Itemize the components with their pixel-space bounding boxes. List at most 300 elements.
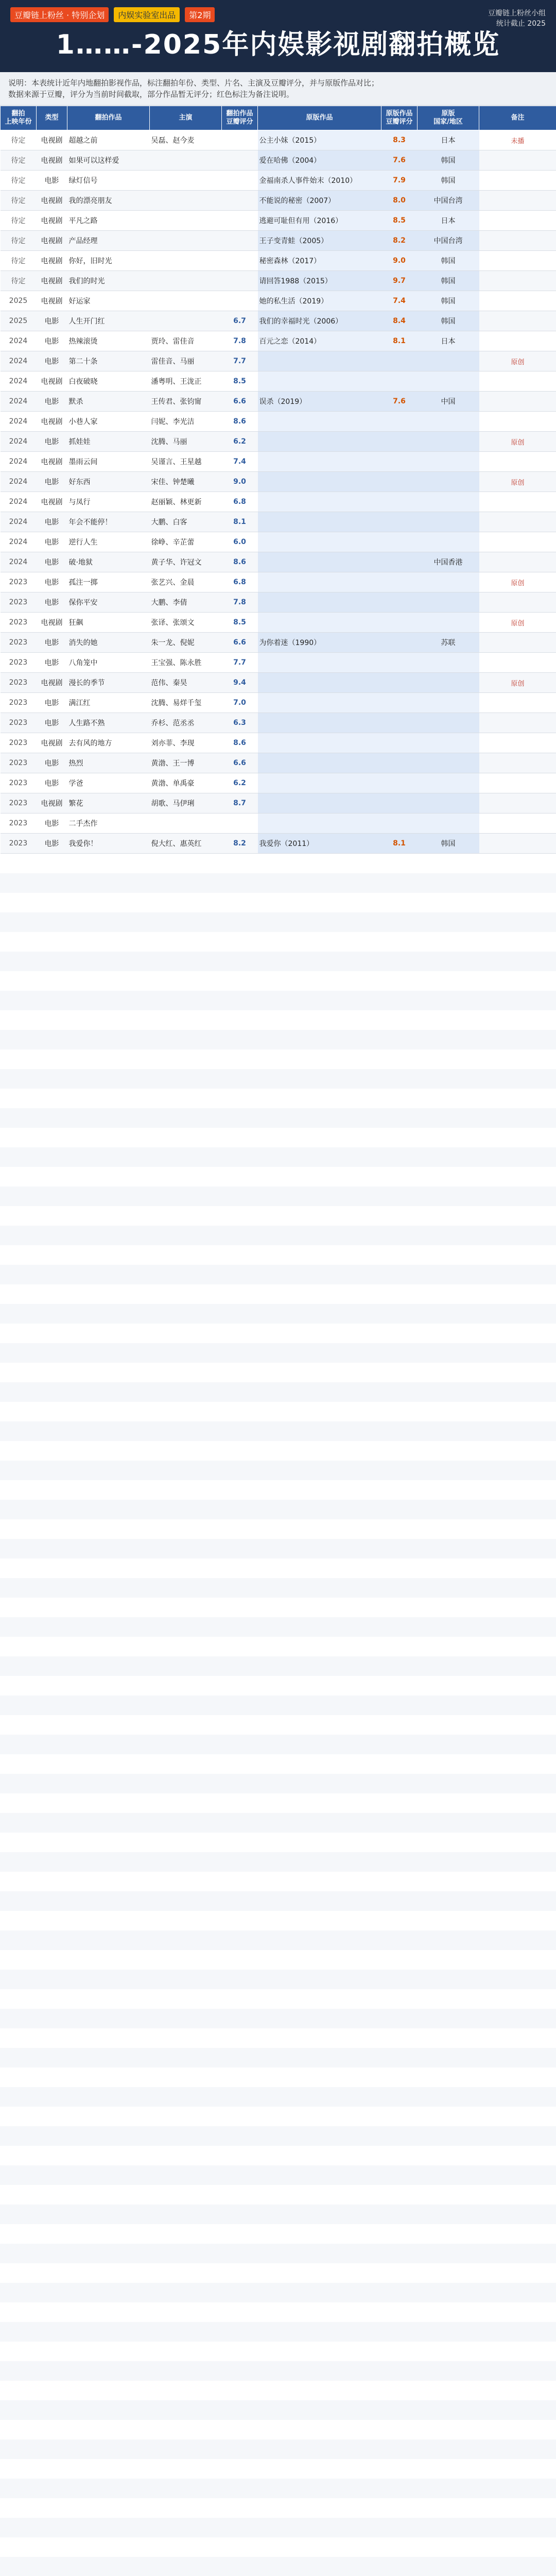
brand-tags: [10, 7, 546, 22]
cell-origin-score: [381, 713, 418, 733]
cell-origin-region: 韩国: [418, 150, 479, 171]
cell-note: [479, 793, 556, 814]
cell-score: 7.7: [222, 653, 258, 673]
cell-year: 2025: [1, 291, 37, 311]
cell-origin-region: [418, 653, 479, 673]
table-row: [1, 753, 556, 773]
table-row: [1, 130, 556, 150]
cell-origin-region: 日本: [418, 130, 479, 150]
col-header-title: 翻拍作品: [67, 106, 150, 130]
cell-score: 8.7: [222, 793, 258, 814]
cell-title: 年会不能停！: [67, 512, 150, 532]
cell-type: 电视剧: [37, 412, 67, 432]
cell-title: 超越之前: [67, 130, 150, 150]
cell-type: 电影: [37, 432, 67, 452]
cell-title: 如果可以这样爱: [67, 150, 150, 171]
cell-cast: [150, 211, 222, 231]
cell-type: 电影: [37, 814, 67, 834]
brand-tag: 第2期: [185, 7, 215, 22]
cell-type: 电视剧: [37, 371, 67, 392]
cell-type: 电影: [37, 311, 67, 331]
cell-cast: 王宝强、陈永胜: [150, 653, 222, 673]
table-row: [1, 512, 556, 532]
cell-note: [479, 392, 556, 412]
cell-origin-title: 误杀（2019）: [258, 392, 381, 412]
cell-origin-title: [258, 613, 381, 633]
cell-title: 消失的她: [67, 633, 150, 653]
cell-year: 2024: [1, 432, 37, 452]
col-header-note: 备注: [479, 106, 556, 130]
cell-origin-score: [381, 633, 418, 653]
cell-year: 待定: [1, 211, 37, 231]
table-row: [1, 371, 556, 392]
cell-note: [479, 271, 556, 291]
cell-type: 电视剧: [37, 251, 67, 271]
cell-title: 第二十条: [67, 351, 150, 371]
cell-origin-score: [381, 753, 418, 773]
cell-origin-score: [381, 351, 418, 371]
cell-year: 待定: [1, 130, 37, 150]
cell-origin-title: [258, 552, 381, 572]
cell-origin-region: [418, 512, 479, 532]
cell-origin-region: [418, 492, 479, 512]
cell-cast: 雷佳音、马丽: [150, 351, 222, 371]
cell-type: 电视剧: [37, 231, 67, 251]
cell-origin-region: 韩国: [418, 311, 479, 331]
cell-origin-region: [418, 432, 479, 452]
cell-note: 原创: [479, 472, 556, 492]
cell-origin-title: [258, 371, 381, 392]
cell-type: 电视剧: [37, 130, 67, 150]
cell-year: 2023: [1, 834, 37, 854]
cell-origin-title: 公主小妹（2015）: [258, 130, 381, 150]
header-meta-line: 豆瓣链上粉丝小组: [488, 9, 546, 18]
cell-title: 热烈: [67, 753, 150, 773]
cell-title: 学爸: [67, 773, 150, 793]
table-row: [1, 633, 556, 653]
table-row: [1, 492, 556, 512]
cell-score: 6.6: [222, 633, 258, 653]
cell-note: [479, 251, 556, 271]
cell-note: [479, 814, 556, 834]
cell-year: 待定: [1, 231, 37, 251]
cell-title: 去有风的地方: [67, 733, 150, 753]
cell-origin-score: [381, 371, 418, 392]
cell-score: 6.8: [222, 492, 258, 512]
cell-score: 8.5: [222, 613, 258, 633]
cell-origin-region: [418, 793, 479, 814]
cell-origin-score: [381, 773, 418, 793]
cell-type: 电影: [37, 693, 67, 713]
cell-origin-score: 7.6: [381, 150, 418, 171]
cell-title: 繁花: [67, 793, 150, 814]
cell-origin-title: 不能说的秘密（2007）: [258, 191, 381, 211]
cell-score: [222, 231, 258, 251]
cell-year: 待定: [1, 251, 37, 271]
cell-note: [479, 753, 556, 773]
cell-note: 原创: [479, 351, 556, 371]
cell-cast: 沈腾、马丽: [150, 432, 222, 452]
cell-year: 2023: [1, 633, 37, 653]
cell-score: [222, 211, 258, 231]
cell-origin-region: [418, 452, 479, 472]
table-row: [1, 793, 556, 814]
cell-origin-title: [258, 592, 381, 613]
cell-score: 6.0: [222, 532, 258, 552]
table-row: [1, 834, 556, 854]
cell-origin-region: [418, 351, 479, 371]
table-row: [1, 311, 556, 331]
cell-title: 二手杰作: [67, 814, 150, 834]
cell-year: 2024: [1, 351, 37, 371]
cell-cast: 黄渤、单禹豪: [150, 773, 222, 793]
cell-type: 电影: [37, 773, 67, 793]
cell-origin-title: [258, 814, 381, 834]
cell-origin-title: 我爱你（2011）: [258, 834, 381, 854]
cell-year: 2024: [1, 452, 37, 472]
cell-origin-title: [258, 793, 381, 814]
cell-origin-score: [381, 693, 418, 713]
cell-year: 2023: [1, 613, 37, 633]
cell-type: 电视剧: [37, 211, 67, 231]
cell-cast: 大鹏、李倩: [150, 592, 222, 613]
cell-score: 6.6: [222, 753, 258, 773]
cell-origin-score: 8.2: [381, 231, 418, 251]
cell-origin-region: [418, 572, 479, 592]
table-row: [1, 392, 556, 412]
cell-year: 2023: [1, 814, 37, 834]
table-continuation: [0, 854, 556, 2576]
cell-origin-title: 王子变青蛙（2005）: [258, 231, 381, 251]
cell-cast: [150, 291, 222, 311]
cell-score: 6.6: [222, 392, 258, 412]
cell-origin-title: 请回答1988（2015）: [258, 271, 381, 291]
cell-origin-region: 韩国: [418, 291, 479, 311]
cell-type: 电影: [37, 572, 67, 592]
cell-origin-title: 秘密森林（2017）: [258, 251, 381, 271]
cell-note: 原创: [479, 572, 556, 592]
cell-type: 电影: [37, 532, 67, 552]
cell-origin-score: 8.4: [381, 311, 418, 331]
table-row: [1, 452, 556, 472]
table-row: [1, 773, 556, 793]
table-row: [1, 231, 556, 251]
cell-origin-score: [381, 733, 418, 753]
cell-origin-region: [418, 613, 479, 633]
cell-note: [479, 512, 556, 532]
cell-note: [479, 633, 556, 653]
cell-note: [479, 171, 556, 191]
table-row: [1, 552, 556, 572]
cell-origin-title: [258, 693, 381, 713]
cell-cast: 黄渤、王一博: [150, 753, 222, 773]
cell-origin-score: 8.1: [381, 834, 418, 854]
cell-origin-title: 百元之恋（2014）: [258, 331, 381, 351]
table-row: [1, 653, 556, 673]
cell-type: 电影: [37, 552, 67, 572]
cell-cast: 张艺兴、金晨: [150, 572, 222, 592]
cell-cast: [150, 191, 222, 211]
cell-score: 6.2: [222, 432, 258, 452]
cell-title: 破·地狱: [67, 552, 150, 572]
cell-type: 电影: [37, 713, 67, 733]
cell-cast: 闫妮、李光洁: [150, 412, 222, 432]
table-row: [1, 733, 556, 753]
cell-note: [479, 713, 556, 733]
cell-year: 2024: [1, 331, 37, 351]
cell-year: 2023: [1, 773, 37, 793]
cell-origin-title: [258, 733, 381, 753]
cell-cast: [150, 251, 222, 271]
cell-year: 2024: [1, 512, 37, 532]
cell-origin-score: [381, 572, 418, 592]
cell-score: 9.0: [222, 472, 258, 492]
cell-origin-title: [258, 653, 381, 673]
table-row: [1, 472, 556, 492]
table-row: [1, 572, 556, 592]
cell-origin-region: 中国台湾: [418, 231, 479, 251]
cell-type: 电影: [37, 753, 67, 773]
cell-origin-score: [381, 592, 418, 613]
table-body: [1, 130, 556, 854]
cell-cast: 宋佳、钟楚曦: [150, 472, 222, 492]
cell-title: 与凤行: [67, 492, 150, 512]
cell-origin-region: [418, 713, 479, 733]
cell-type: 电影: [37, 331, 67, 351]
intro-note: [0, 72, 556, 106]
cell-score: 7.8: [222, 331, 258, 351]
cell-title: 保你平安: [67, 592, 150, 613]
cell-cast: 吴谨言、王星越: [150, 452, 222, 472]
cell-score: [222, 171, 258, 191]
cell-origin-title: [258, 472, 381, 492]
cell-origin-score: 7.9: [381, 171, 418, 191]
cell-title: 你好，旧时光: [67, 251, 150, 271]
table-row: [1, 432, 556, 452]
cell-title: 我爱你！: [67, 834, 150, 854]
col-header-origin-score: 原版作品 豆瓣评分: [381, 106, 418, 130]
cell-score: 6.8: [222, 572, 258, 592]
cell-note: [479, 733, 556, 753]
cell-year: 2023: [1, 693, 37, 713]
cell-origin-score: [381, 552, 418, 572]
cell-cast: 赵丽颖、林更新: [150, 492, 222, 512]
col-header-cast: 主演: [150, 106, 222, 130]
cell-title: 好东西: [67, 472, 150, 492]
cell-cast: 范伟、秦昊: [150, 673, 222, 693]
cell-origin-title: [258, 351, 381, 371]
cell-origin-region: [418, 472, 479, 492]
cell-title: 八角笼中: [67, 653, 150, 673]
cell-origin-score: [381, 532, 418, 552]
cell-origin-region: [418, 733, 479, 753]
table-row: [1, 673, 556, 693]
cell-score: [222, 130, 258, 150]
cell-score: 8.6: [222, 412, 258, 432]
cell-title: 平凡之路: [67, 211, 150, 231]
cell-note: 原创: [479, 613, 556, 633]
table-row: [1, 814, 556, 834]
cell-title: 漫长的季节: [67, 673, 150, 693]
cell-score: 7.8: [222, 592, 258, 613]
cell-cast: 潘粤明、王泷正: [150, 371, 222, 392]
cell-year: 2024: [1, 472, 37, 492]
cell-note: [479, 231, 556, 251]
cell-title: 我们的时光: [67, 271, 150, 291]
cell-score: 8.5: [222, 371, 258, 392]
cell-year: 待定: [1, 191, 37, 211]
cell-year: 2024: [1, 492, 37, 512]
brand-tag: 豆瓣链上粉丝 · 特别企划: [10, 7, 109, 22]
cell-type: 电影: [37, 592, 67, 613]
cell-note: [479, 532, 556, 552]
cell-title: 默杀: [67, 392, 150, 412]
cell-origin-score: 8.0: [381, 191, 418, 211]
cell-note: [479, 331, 556, 351]
cell-score: [222, 814, 258, 834]
cell-origin-score: [381, 673, 418, 693]
table-row: [1, 693, 556, 713]
cell-score: 8.1: [222, 512, 258, 532]
cell-origin-region: [418, 371, 479, 392]
cell-score: 6.3: [222, 713, 258, 733]
cell-type: 电影: [37, 351, 67, 371]
cell-type: 电视剧: [37, 150, 67, 171]
cell-origin-title: 爱在哈佛（2004）: [258, 150, 381, 171]
cell-title: 白夜破晓: [67, 371, 150, 392]
cell-score: 8.6: [222, 733, 258, 753]
cell-score: 7.7: [222, 351, 258, 371]
cell-title: 小巷人家: [67, 412, 150, 432]
brand-tag: 内娱实验室出品: [114, 7, 180, 22]
cell-note: [479, 592, 556, 613]
cell-type: 电视剧: [37, 733, 67, 753]
cell-origin-score: [381, 492, 418, 512]
cell-origin-score: [381, 793, 418, 814]
col-header-year: 翻拍 上映年份: [1, 106, 37, 130]
cell-note: [479, 211, 556, 231]
cell-score: [222, 191, 258, 211]
cell-cast: 贾玲、雷佳音: [150, 331, 222, 351]
cell-title: 墨雨云间: [67, 452, 150, 472]
cell-cast: [150, 231, 222, 251]
table-row: [1, 271, 556, 291]
cell-cast: 朱一龙、倪妮: [150, 633, 222, 653]
table-header-row: [1, 106, 556, 130]
cell-type: 电影: [37, 653, 67, 673]
cell-title: 抓娃娃: [67, 432, 150, 452]
header-meta: [488, 8, 546, 29]
cell-score: 8.2: [222, 834, 258, 854]
table-row: [1, 150, 556, 171]
cell-year: 2024: [1, 412, 37, 432]
cell-origin-score: [381, 452, 418, 472]
cell-score: 8.6: [222, 552, 258, 572]
cell-type: 电视剧: [37, 492, 67, 512]
col-header-origin-title: 原版作品: [258, 106, 381, 130]
cell-type: 电视剧: [37, 452, 67, 472]
cell-origin-region: [418, 412, 479, 432]
cell-year: 2023: [1, 653, 37, 673]
cell-type: 电影: [37, 633, 67, 653]
cell-note: [479, 371, 556, 392]
cell-cast: 沈腾、易烊千玺: [150, 693, 222, 713]
cell-title: 我的漂亮朋友: [67, 191, 150, 211]
cell-note: 未播: [479, 130, 556, 150]
cell-origin-score: [381, 653, 418, 673]
cell-score: 6.2: [222, 773, 258, 793]
cell-cast: 大鹏、白客: [150, 512, 222, 532]
cell-origin-title: [258, 572, 381, 592]
table-row: [1, 713, 556, 733]
cell-year: 2023: [1, 592, 37, 613]
cell-year: 2023: [1, 753, 37, 773]
table-row: [1, 171, 556, 191]
cell-origin-region: [418, 592, 479, 613]
cell-note: [479, 773, 556, 793]
cell-year: 待定: [1, 171, 37, 191]
cell-origin-title: [258, 412, 381, 432]
cell-note: [479, 150, 556, 171]
cell-title: 热辣滚烫: [67, 331, 150, 351]
cell-origin-title: [258, 532, 381, 552]
cell-score: [222, 150, 258, 171]
cell-note: [479, 492, 556, 512]
cell-year: 2023: [1, 673, 37, 693]
cell-year: 待定: [1, 271, 37, 291]
cell-note: [479, 693, 556, 713]
cell-note: 原创: [479, 673, 556, 693]
cell-origin-score: 8.1: [381, 331, 418, 351]
cell-origin-title: [258, 773, 381, 793]
cell-cast: 王传君、张钧甯: [150, 392, 222, 412]
table-row: [1, 412, 556, 432]
cell-origin-title: [258, 673, 381, 693]
table-row: [1, 592, 556, 613]
cell-origin-region: [418, 814, 479, 834]
cell-score: 9.4: [222, 673, 258, 693]
cell-note: [479, 291, 556, 311]
cell-cast: [150, 271, 222, 291]
cell-note: 原创: [479, 432, 556, 452]
cell-score: [222, 251, 258, 271]
cell-cast: 倪大红、惠英红: [150, 834, 222, 854]
cell-origin-region: [418, 773, 479, 793]
table-row: [1, 291, 556, 311]
cell-type: 电视剧: [37, 291, 67, 311]
cell-year: 2023: [1, 572, 37, 592]
table-row: [1, 532, 556, 552]
cell-cast: [150, 150, 222, 171]
cell-origin-title: 金福南杀人事件始末（2010）: [258, 171, 381, 191]
cell-year: 2024: [1, 392, 37, 412]
cell-origin-score: 7.4: [381, 291, 418, 311]
cell-type: 电影: [37, 834, 67, 854]
cell-origin-region: 韩国: [418, 834, 479, 854]
cell-origin-region: [418, 532, 479, 552]
cell-type: 电视剧: [37, 271, 67, 291]
cell-origin-title: [258, 713, 381, 733]
cell-note: [479, 653, 556, 673]
cell-origin-region: 中国: [418, 392, 479, 412]
cell-title: 好运家: [67, 291, 150, 311]
page-title: 1……-2025年内娱影视剧翻拍概览: [56, 29, 500, 60]
cell-year: 待定: [1, 150, 37, 171]
cell-origin-title: 逃避可耻但有用（2016）: [258, 211, 381, 231]
cell-cast: 乔杉、范丞丞: [150, 713, 222, 733]
cell-score: 6.7: [222, 311, 258, 331]
cell-cast: [150, 171, 222, 191]
